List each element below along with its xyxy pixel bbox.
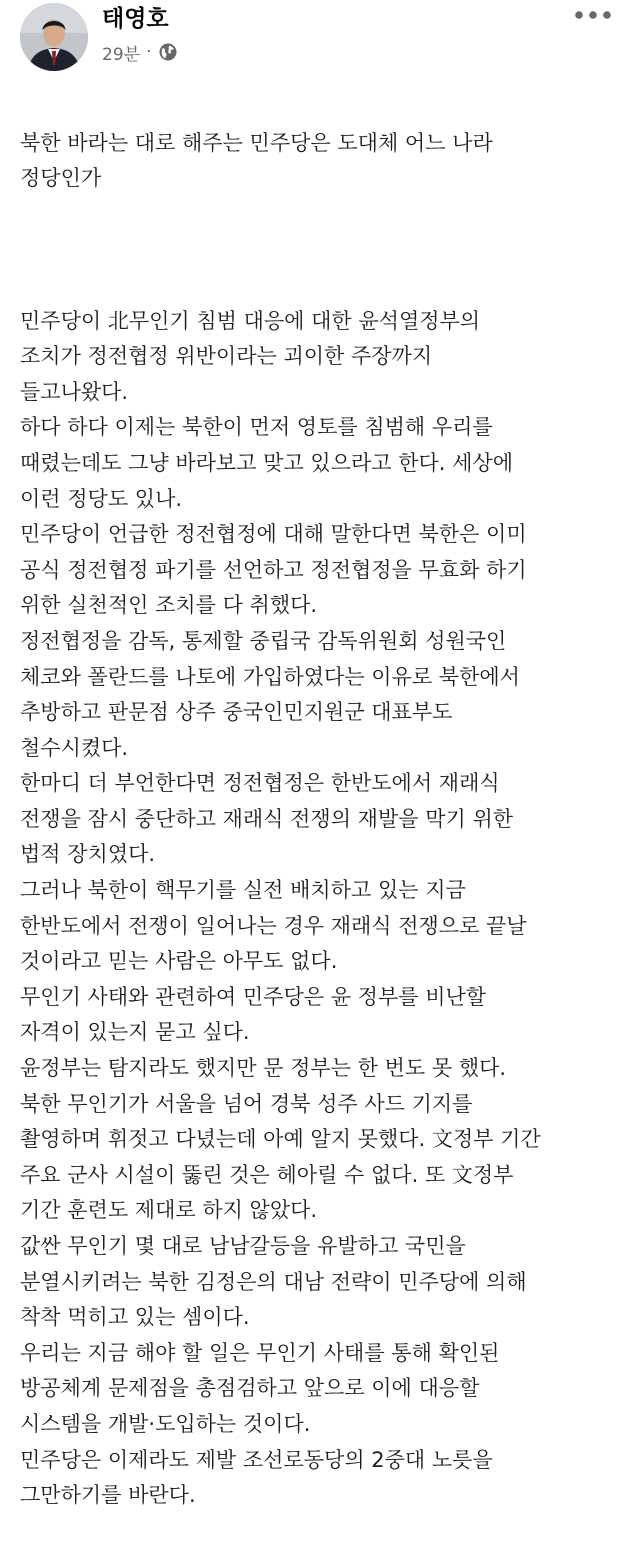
meta-separator: ·	[146, 42, 152, 62]
author-avatar[interactable]	[20, 3, 88, 71]
author-name[interactable]: 태영호	[102, 6, 169, 32]
post-text: 민주당이 北무인기 침범 대응에 대한 윤석열정부의 조치가 정전협정 위반이라는 괴이한 주장까지 들고나왔다. 하다 하다 이제는 북한이 먼저 영토를 침범해 우리를 때렸는데도 그냥 바라보고 맞고 있으라고 한다. 세상에 이런 정당도 있나. 민주당이 언급한 정전협정에 대해 말한다면 북한은 이미 공식 정전협정 파기를 선언하고 정전협정을 무효화 하기 위한 실천적인 조치를 다 취했다. 정전협정을 감독, 통제할 중립국 감독위원회 성원국인 체코와 폴란드를 나토에 가입하였다는 이유로 북한에서 추방하고 판문점 상주 중국인민지원군 대표부도 철수시켰다. 한마디 더 부언한다면 정전협정은 한반도에서 재래식 전쟁을 잠시 중단하고 재래식 전쟁의 재발을 막기 위한 법적 장치였다. 그러나 북한이 핵무기를 실전 배치하고 있는 지금 한반도에서 전쟁이 일어나는 경우 재래식 전쟁으로 끝날 것이라고 믿는 사람은 아무도 없다. 무인기 사태와 관련하여 민주당은 윤 정부를 비난할 자격이 있는지 묻고 싶다. 윤정부는 탐지라도 했지만 문 정부는 한 번도 못 했다. 북한 무인기가 서울을 넘어 경북 성주 사드 기지를 촬영하며 휘젓고 다녔는데 아예 알지 못했다. 文정부 기간 주요 군사 시설이 뚫린 것은 헤아릴 수 없다. 또 文정부 기간 훈련도 제대로 하지 않았다. 값싼 무인기 몇 대로 남남갈등을 유발하고 국민을 분열시키려는 북한 김정은의 대남 전략이 민주당에 의해 착착 먹히고 있는 셈이다. 우리는 지금 해야 할 일은 무인기 사태를 통해 확인된 방공체계 문제점을 총점검하고 앞으로 이에 대응할 시스템을 개발·도입하는 것이다. 민주당은 이제라도 제발 조선로동당의 2중대 노릇을 그만하기를 바란다.	[20, 308, 541, 1508]
post-body	[20, 90, 626, 1549]
post-title: 북한 바라는 대로 해주는 민주당은 도대체 어느 나라 정당인가	[20, 130, 493, 191]
post-spacer	[20, 232, 626, 268]
more-options-button[interactable]	[568, 0, 618, 30]
avatar-photo	[20, 3, 88, 71]
post-timestamp[interactable]: 29분	[102, 44, 141, 65]
post-header	[0, 0, 640, 80]
globe-icon[interactable]	[158, 42, 178, 62]
post-meta	[102, 40, 178, 64]
more-horizontal-icon	[573, 10, 613, 20]
